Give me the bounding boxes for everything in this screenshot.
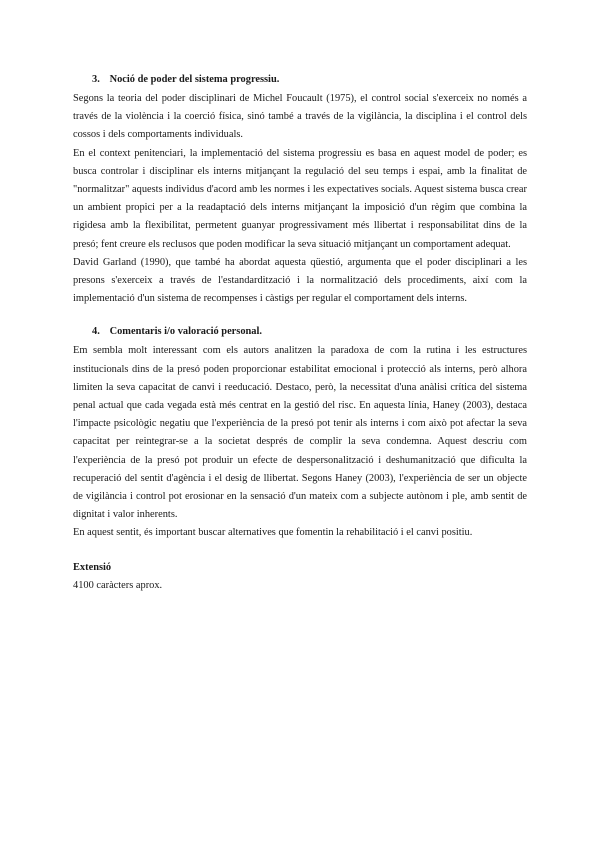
section-title: Comentaris i/o valoració personal. — [109, 326, 262, 338]
paragraph: En aquest sentit, és important buscar alternatives que fomentin la rehabilitació i el canvi positiu. — [73, 527, 473, 539]
section-heading — [73, 72, 527, 87]
section-3 — [73, 72, 527, 308]
section-title: Noció de poder del sistema progressiu. — [109, 74, 280, 85]
extension-section — [73, 559, 527, 595]
section-number: 4. — [92, 326, 100, 338]
paragraph: Em sembla molt interessant com els autors analitzen la paradoxa de com la rutina i les estructures institucionals dins de la presó poden proporcionar estabilitat emocional i protecció als interns, però alhora limiten la seva capacitat de canvi i reeducació. Destaco, però, la necessitat d'una anàlisi crítica del sistema penal actual que cada vegada està més centrat en la gestió del risc. En aquesta línia, Haney (2003), destaca l'impacte psicològic negatiu que l'experiència de la presó pot tenir als interns i com això pot afectar la seva capacitat per reintegrar-se a la societat després de complir la seva condemna. Aquest descriu com l'experiència de la presó pot produir un efecte de despersonalització i deshumanització que dificulta la recuperació del sentit d'agència i el desig de llibertat. Segons Haney (2003), l'experiència de ser un objecte de vigilància i control pot erosionar en la sensació d'un mateix com a subjecte autònom i ple, amb sentit de dignitat i valor inherents. — [73, 345, 527, 521]
extension-value: 4100 caràcters aprox. — [73, 579, 163, 591]
extension-title: Extensió — [73, 561, 112, 573]
section-4 — [73, 324, 527, 542]
section-number: 3. — [92, 74, 100, 85]
section-heading — [73, 324, 527, 339]
paragraph: Segons la teoria del poder disciplinari de Michel Foucault (1975), el control social s'exerceix no només a través de la violència i la coerció física, sinó també a través de la vigilància, la disciplina i el control dels cossos i dels comportaments individuals. — [73, 93, 527, 141]
paragraph: En el context penitenciari, la implementació del sistema progressiu es basa en aquest model de poder; es busca controlar i disciplinar els interns mitjançant la regulació del seu temps i espai, amb la finalitat de "normalitzar" aquests individus d'acord amb les normes i les expectatives socials. Aquest sistema busca crear un ambient propici per a la readaptació dels interns mitjançant la imposició d'un règim que combina la rigidesa amb la flexibilitat, permetent guanyar progressivament més llibertat i responsabilitat dins de la presó; fent creure els reclusos que poden modificar la seva situació mitjançant un comportament adequat. — [73, 147, 527, 250]
paragraph: David Garland (1990), que també ha abordat aquesta qüestió, argumenta que el poder disciplinari a les presons s'exerceix a través de l'estandardització i la normalització dels procediments, així com la implementació d'un sistema de recompenses i càstigs per regular el comportament dels interns. — [73, 256, 527, 305]
